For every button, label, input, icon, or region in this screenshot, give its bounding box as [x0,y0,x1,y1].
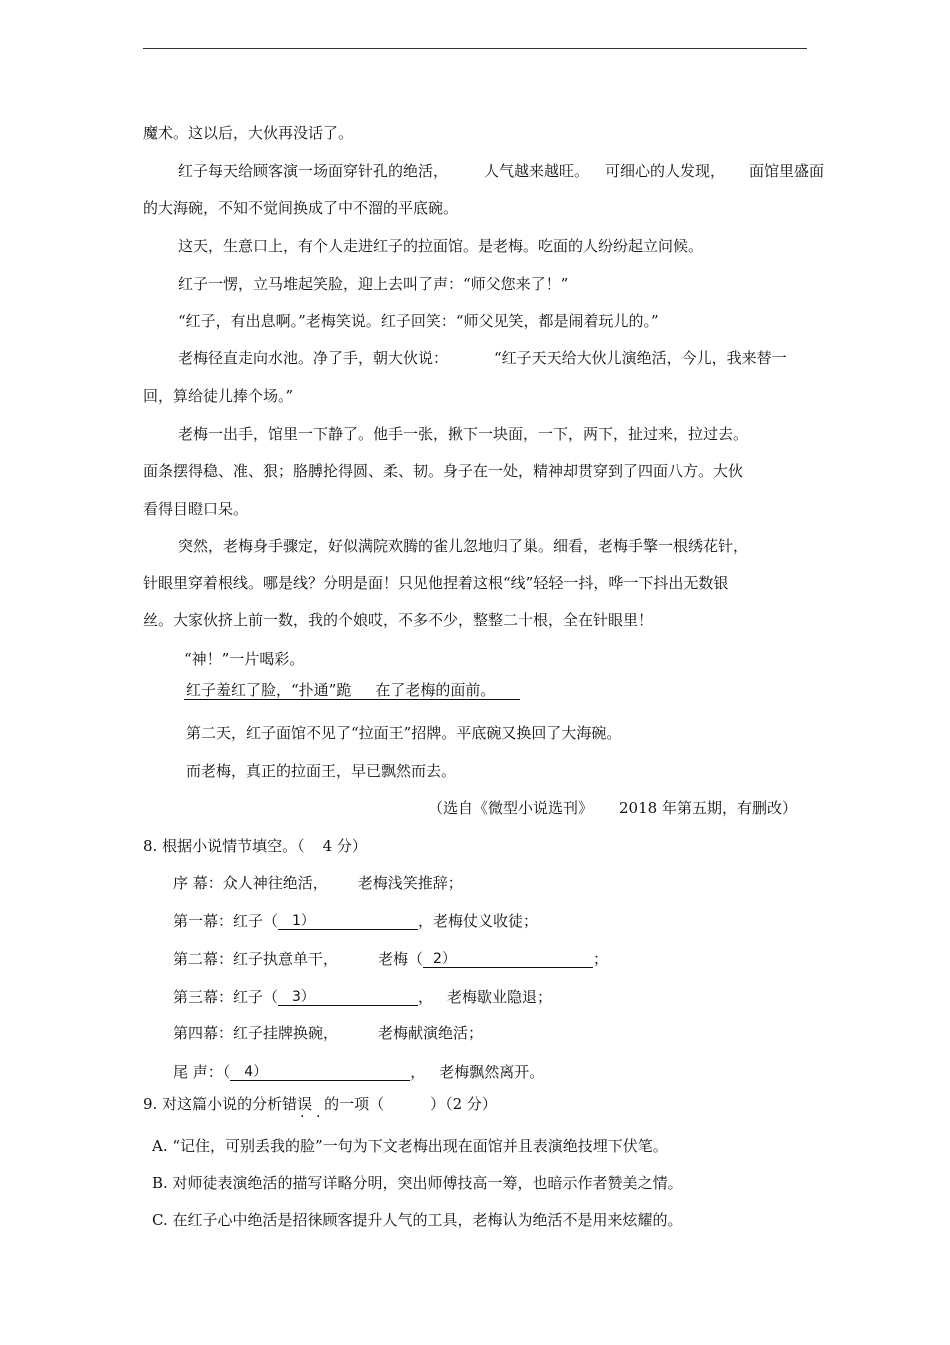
text-segment: 第四幕：红子挂牌换碗， [173,1024,339,1042]
paragraph-line: 丝。大家伙挤上前一数，我的个娘哎，不多不少，整整二十根，全在针眼里！ [143,611,654,629]
text-segment: 可细心的人发现， [605,162,726,180]
text-segment: 8. 根据小说情节填空。（ [143,837,305,855]
paragraph-line: 针眼里穿着根线。哪是线？分明是面！只见他捏着这根“线”轻轻一抖，哗一下抖出无数银 [143,574,729,592]
plot-row [173,949,608,968]
paragraph-line: 的大海碗，不知不觉间换成了中不溜的平底碗。 [143,199,459,217]
paragraph-line: 突然，老梅身手骤定，好似满院欢腾的雀儿忽地归了巢。细看，老梅手擎一根绣花针， [178,537,749,555]
option-b[interactable]: B. 对师徒表演绝活的描写详略分明，突出师傅技高一筹，也暗示作者赞美之情。 [152,1174,683,1192]
paragraph-line: 老梅一出手，馆里一下静了。他手一张，揪下一块面，一下，两下，扯过来，拉过去。 [178,425,749,443]
option-a[interactable]: A. “记住，可别丢我的脸”一句为下文老梅出现在面馆并且表演绝技埋下伏笔。 [152,1137,668,1155]
header-rule [143,48,807,49]
plot-row [173,911,538,930]
paragraph-line: 而老梅，真正的拉面王，早已飘然而去。 [186,762,457,780]
text-segment: 老梅歇业隐退； [447,988,553,1006]
text-segment: 老梅飘然离开。 [439,1063,545,1081]
text-segment: 第一幕：红子（ [173,912,279,930]
text-segment: 第三幕：红子（ [173,988,279,1006]
paragraph-line: “神！”一片喝彩。 [184,650,305,668]
emphasis-dot: · [300,1109,305,1125]
emphasis-dot: · [316,1109,321,1125]
text-segment: ， [418,988,434,1006]
text-segment: 在了老梅的面前。 [375,681,496,699]
paragraph-line: 这天，生意口上，有个人走进红子的拉面馆。是老梅。吃面的人纷纷起立问候。 [178,237,704,255]
sentence-underline [184,699,520,700]
paragraph-line: “红子，有出息啊。”老梅笑说。红子回笑：“师父见笑，都是闹着玩儿的。” [178,312,659,330]
blank-3-field[interactable]: 3） [278,987,418,1006]
text-segment: 红子羞红了脸，“扑通”跪 [186,681,352,699]
plot-row [173,987,552,1006]
text-segment: ，老梅仗义收徒； [418,912,539,930]
question-8-stem [143,837,367,855]
blank-2-field[interactable]: 2） [423,949,593,968]
paragraph-line: 红子一愣，立马堆起笑脸，迎上去叫了声：“师父您来了！” [178,275,569,293]
text-segment: 的一项（ [324,1095,385,1113]
source-citation [428,799,797,817]
paragraph-line: 第二天，红子面馆不见了“拉面王”招牌。平底碗又换回了大海碗。 [186,724,622,742]
plot-row [173,874,463,892]
option-c[interactable]: C. 在红子心中绝活是招徕顾客提升人气的工具，老梅认为绝活不是用来炫耀的。 [152,1211,683,1229]
paragraph-line: 看得目瞪口呆。 [143,500,249,518]
text-segment: 面馆里盛面 [749,162,825,180]
text-segment: ， [410,1063,426,1081]
blank-1-field[interactable]: 1） [278,911,418,930]
underlined-sentence [186,681,495,699]
text-segment: ； [593,950,609,968]
text-segment: 第二幕：红子执意单干， [173,950,339,968]
text-segment: 序 幕：众人神往绝活， [173,874,328,892]
text-segment: 老梅献演绝活； [378,1024,484,1042]
text-segment: 老梅径直走向水池。净了手，朝大伙说： [178,349,449,367]
text-segment: 红子每天给顾客演一场面穿针孔的绝活， [178,162,449,180]
text-segment: （选自《微型小说选刊》 [428,799,594,817]
paragraph-line: 魔术。这以后，大伙再没话了。 [143,124,354,142]
paragraph-line: 面条摆得稳、准、狠；胳膊抡得圆、柔、韧。身子在一处，精神却贯穿到了四面八方。大伙 [143,462,744,480]
text-segment: 老梅浅笑推辞； [357,874,463,892]
paragraph-line: 回，算给徒儿捧个场。” [143,387,294,405]
paragraph-line [178,162,824,180]
text-segment: “红子天天给大伙儿演绝活，今儿，我来替一 [494,349,787,367]
text-segment: ）（2 分） [430,1095,497,1113]
blank-4-field[interactable]: 4） [230,1062,410,1081]
score: 4 分） [322,837,367,855]
paragraph-line [178,349,787,367]
text-segment: 尾 声：（ [173,1063,231,1081]
text-segment: 9. 对这篇小说的分析错误 [143,1095,313,1113]
plot-row [173,1062,544,1081]
plot-row [173,1024,483,1042]
text-segment: 2018 年第五期，有删改） [619,799,797,817]
text-segment: 人气越来越旺。 [484,162,590,180]
text-segment: 老梅（ [378,950,424,968]
